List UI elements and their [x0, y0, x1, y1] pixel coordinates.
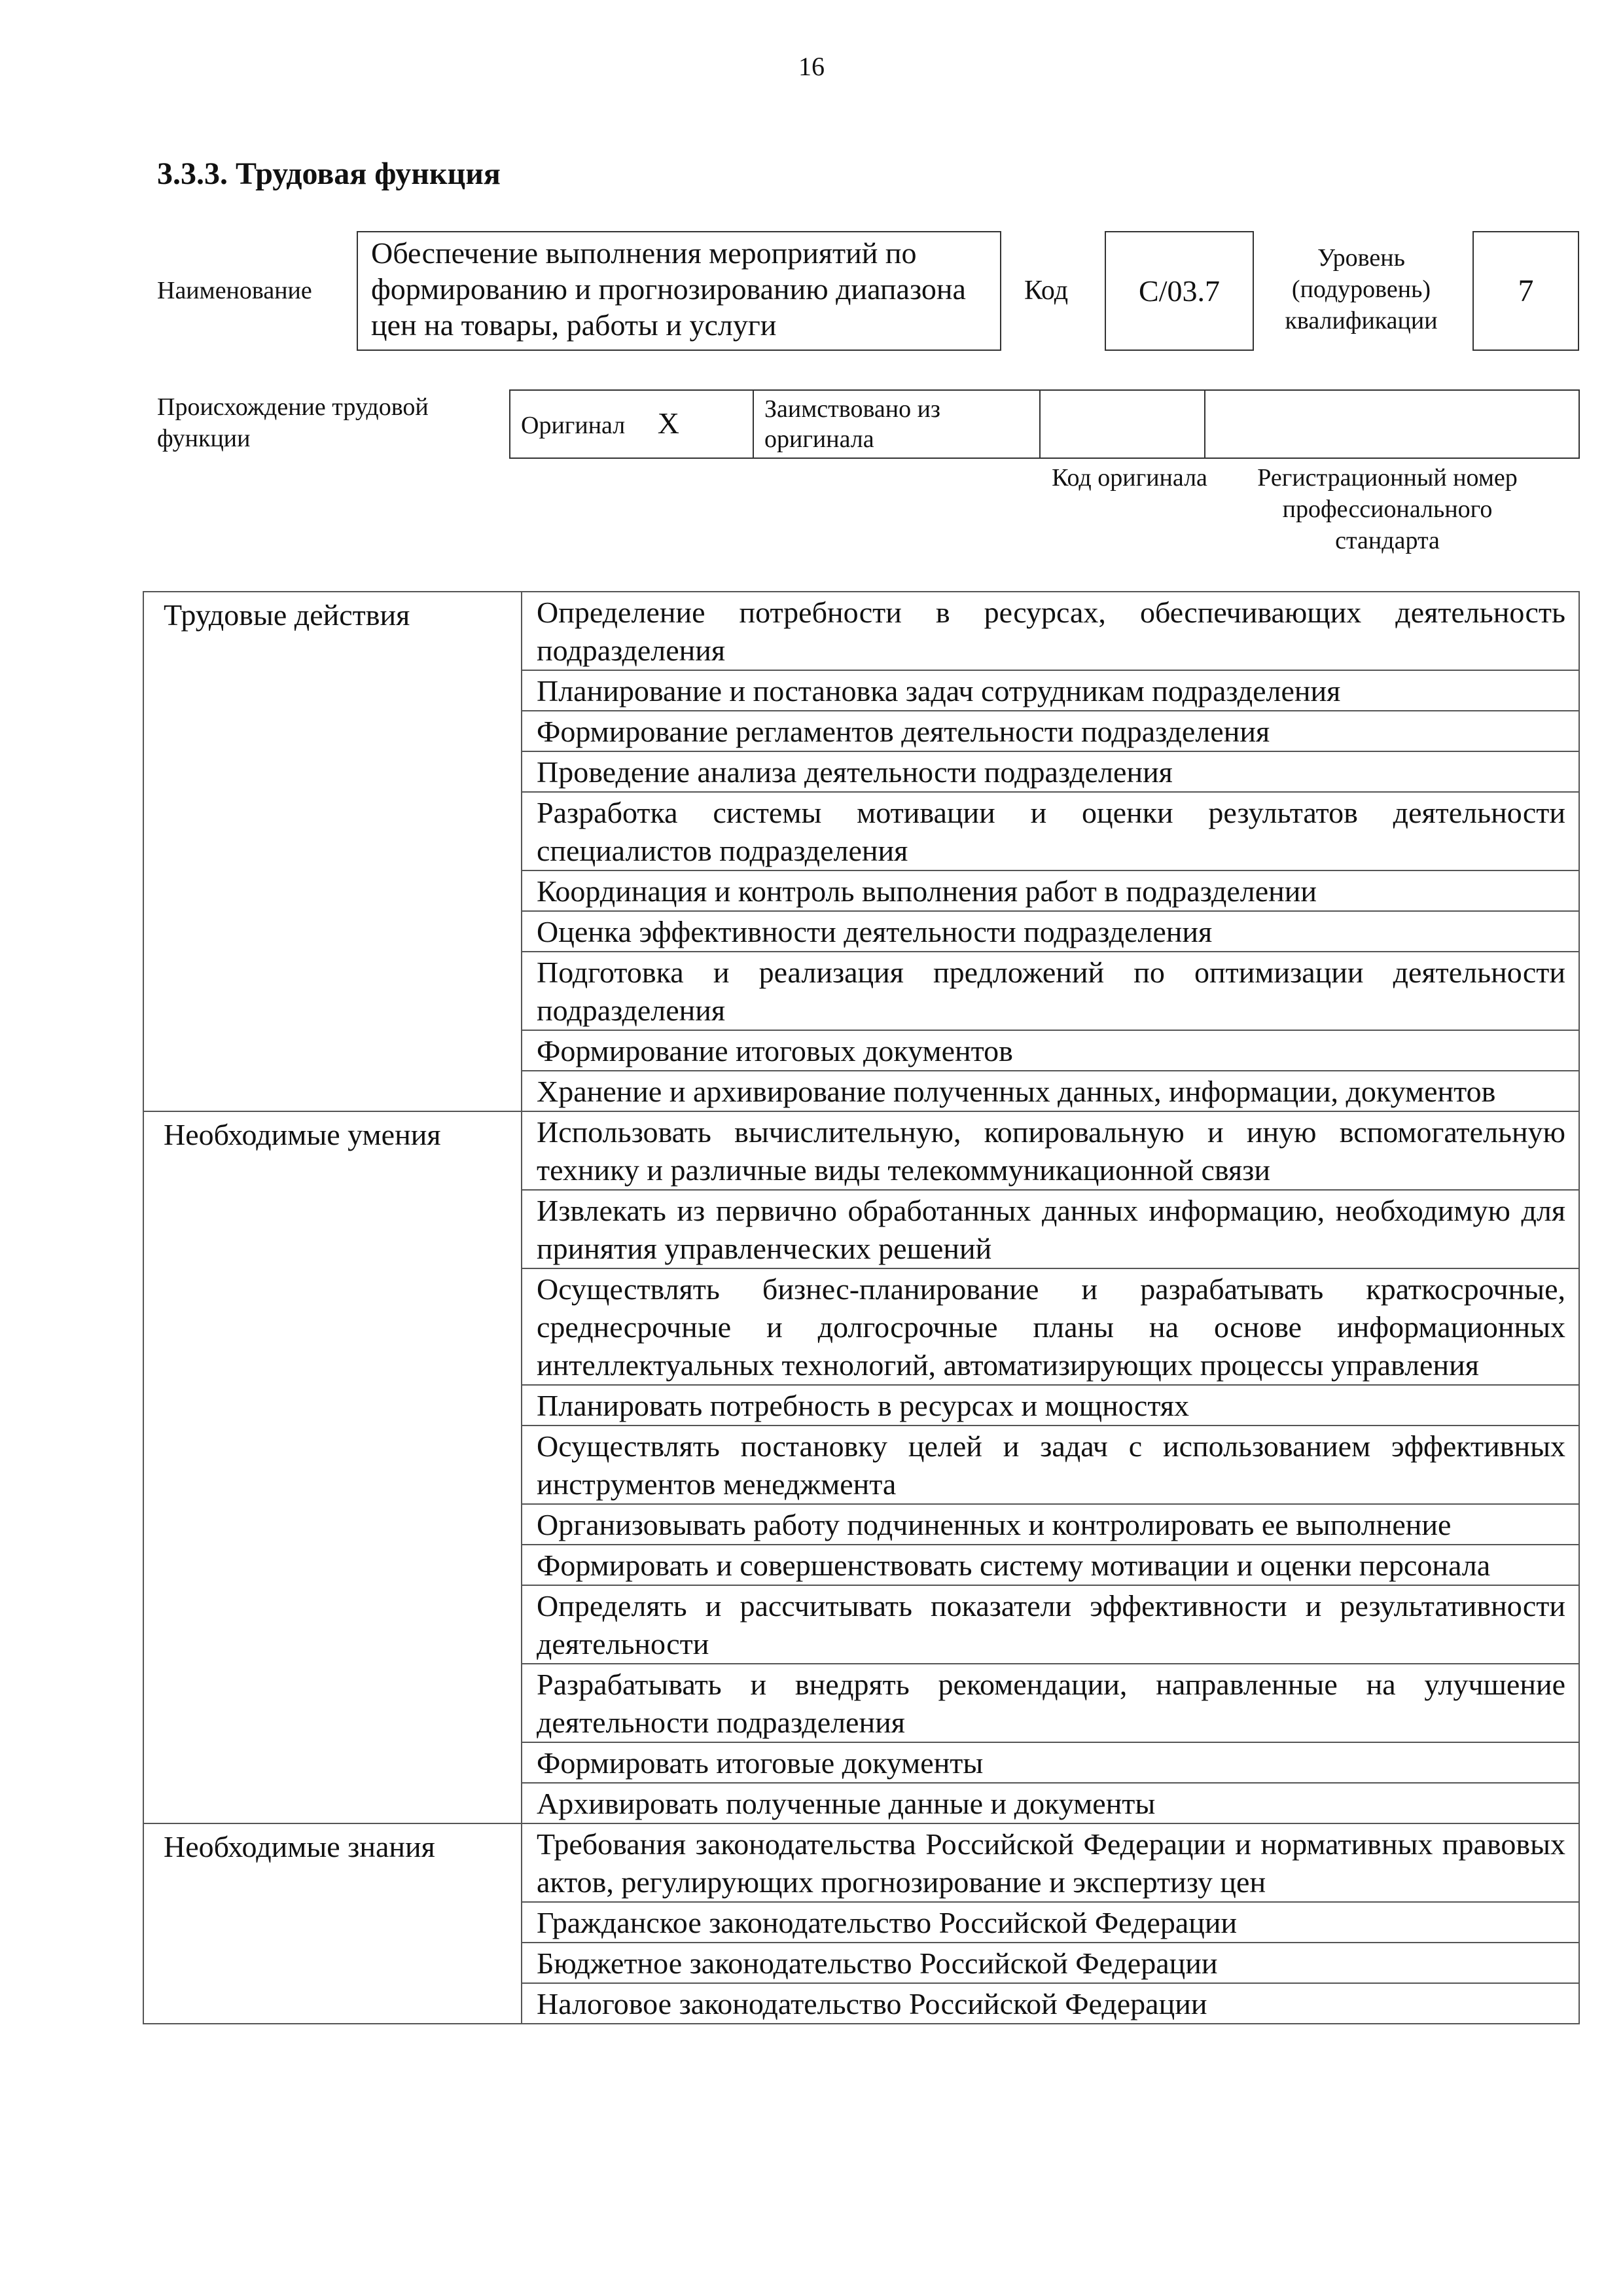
labor-actions-item: Разработка системы мотивации и оценки результатов деятельности специалистов подразделения — [522, 792, 1579, 870]
required-knowledge-item: Бюджетное законодательство Российской Федерации — [522, 1943, 1579, 1983]
name-label: Наименование — [157, 277, 312, 304]
required-skills-item: Извлекать из первично обработанных данных информацию, необходимую для принятия управленческих решений — [522, 1190, 1579, 1268]
level-label-line2: (подуровень) — [1291, 276, 1431, 303]
original-label: Оригинал — [521, 411, 626, 439]
required-knowledge-item: Налоговое законодательство Российской Федерации — [522, 1983, 1579, 2024]
borrowed-label: Заимствовано из оригинала — [764, 395, 940, 453]
required-knowledge-item: Требования законодательства Российской Федерации и нормативных правовых актов, регулирующих прогнозирование и экспертизу цен — [522, 1823, 1579, 1902]
level-value: 7 — [1518, 274, 1534, 308]
original-code-caption: Код оригинала — [1052, 464, 1207, 492]
level-label-line1: Уровень — [1317, 244, 1405, 272]
code-box — [1105, 231, 1254, 351]
code-value: С/03.7 — [1139, 274, 1220, 308]
labor-actions-item: Подготовка и реализация предложений по оптимизации деятельности подразделения — [522, 952, 1579, 1030]
labor-function-table — [143, 591, 1580, 2024]
function-name-box — [357, 231, 1001, 351]
origin-table — [509, 389, 1580, 459]
labor-actions-item: Формирование итоговых документов — [522, 1030, 1579, 1071]
required-skills-item: Разрабатывать и внедрять рекомендации, направленные на улучшение деятельности подразделения — [522, 1664, 1579, 1742]
level-label-line3: квалификации — [1285, 307, 1438, 334]
required-skills-item: Использовать вычислительную, копировальную и иную вспомогательную технику и различные виды телекоммуникационной связи — [522, 1111, 1579, 1190]
required-skills-category: Необходимые умения — [143, 1111, 522, 1823]
labor-actions-item: Оценка эффективности деятельности подразделения — [522, 911, 1579, 952]
required-skills-item: Формировать итоговые документы — [522, 1742, 1579, 1783]
required-skills-item: Осуществлять бизнес-планирование и разрабатывать краткосрочные, среднесрочные и долгосрочные планы на основе информационных интеллектуальных технологий, автоматизирующих процессы управления — [522, 1268, 1579, 1385]
labor-actions-item: Формирование регламентов деятельности подразделения — [522, 711, 1579, 751]
origin-label: Происхождение трудовой функции — [157, 393, 429, 452]
table-row — [143, 592, 1579, 670]
required-knowledge-category: Необходимые знания — [143, 1823, 522, 2024]
origin-original-cell — [510, 390, 753, 458]
origin-code-cell — [1040, 390, 1205, 458]
labor-actions-category: Трудовые действия — [143, 592, 522, 1111]
code-label: Код — [1024, 276, 1069, 306]
required-knowledge-item: Гражданское законодательство Российской Федерации — [522, 1902, 1579, 1943]
section-title: 3.3.3. Трудовая функция — [157, 156, 501, 191]
required-skills-item: Определять и рассчитывать показатели эффективности и результативности деятельности — [522, 1585, 1579, 1664]
table-row — [143, 1111, 1579, 1190]
labor-actions-item: Хранение и архивирование полученных данных, информации, документов — [522, 1071, 1579, 1111]
required-skills-item: Архивировать полученные данные и документы — [522, 1783, 1579, 1823]
labor-actions-item: Планирование и постановка задач сотрудникам подразделения — [522, 670, 1579, 711]
reg-number-caption: Регистрационный номер профессионального стандарта — [1257, 464, 1518, 554]
origin-borrowed-cell — [753, 390, 1040, 458]
table-row — [143, 1823, 1579, 1902]
labor-actions-item: Проведение анализа деятельности подразделения — [522, 751, 1579, 792]
required-skills-item: Организовывать работу подчиненных и контролировать ее выполнение — [522, 1504, 1579, 1545]
origin-reg-number-cell — [1205, 390, 1579, 458]
original-mark: X — [657, 406, 679, 440]
level-box — [1472, 231, 1579, 351]
page-number: 16 — [798, 52, 825, 81]
required-skills-item: Формировать и совершенствовать систему мотивации и оценки персонала — [522, 1545, 1579, 1585]
required-skills-item: Планировать потребность в ресурсах и мощностях — [522, 1385, 1579, 1426]
function-name-value: Обеспечение выполнения мероприятий по формированию и прогнозированию диапазона цен на товары, работы и услуги — [371, 236, 966, 342]
labor-actions-item: Координация и контроль выполнения работ в подразделении — [522, 870, 1579, 911]
required-skills-item: Осуществлять постановку целей и задач с использованием эффективных инструментов менеджмента — [522, 1426, 1579, 1504]
labor-actions-item: Определение потребности в ресурсах, обеспечивающих деятельность подразделения — [522, 592, 1579, 670]
qualification-level-label — [1263, 242, 1459, 336]
labor-function-table-body — [143, 592, 1579, 2024]
